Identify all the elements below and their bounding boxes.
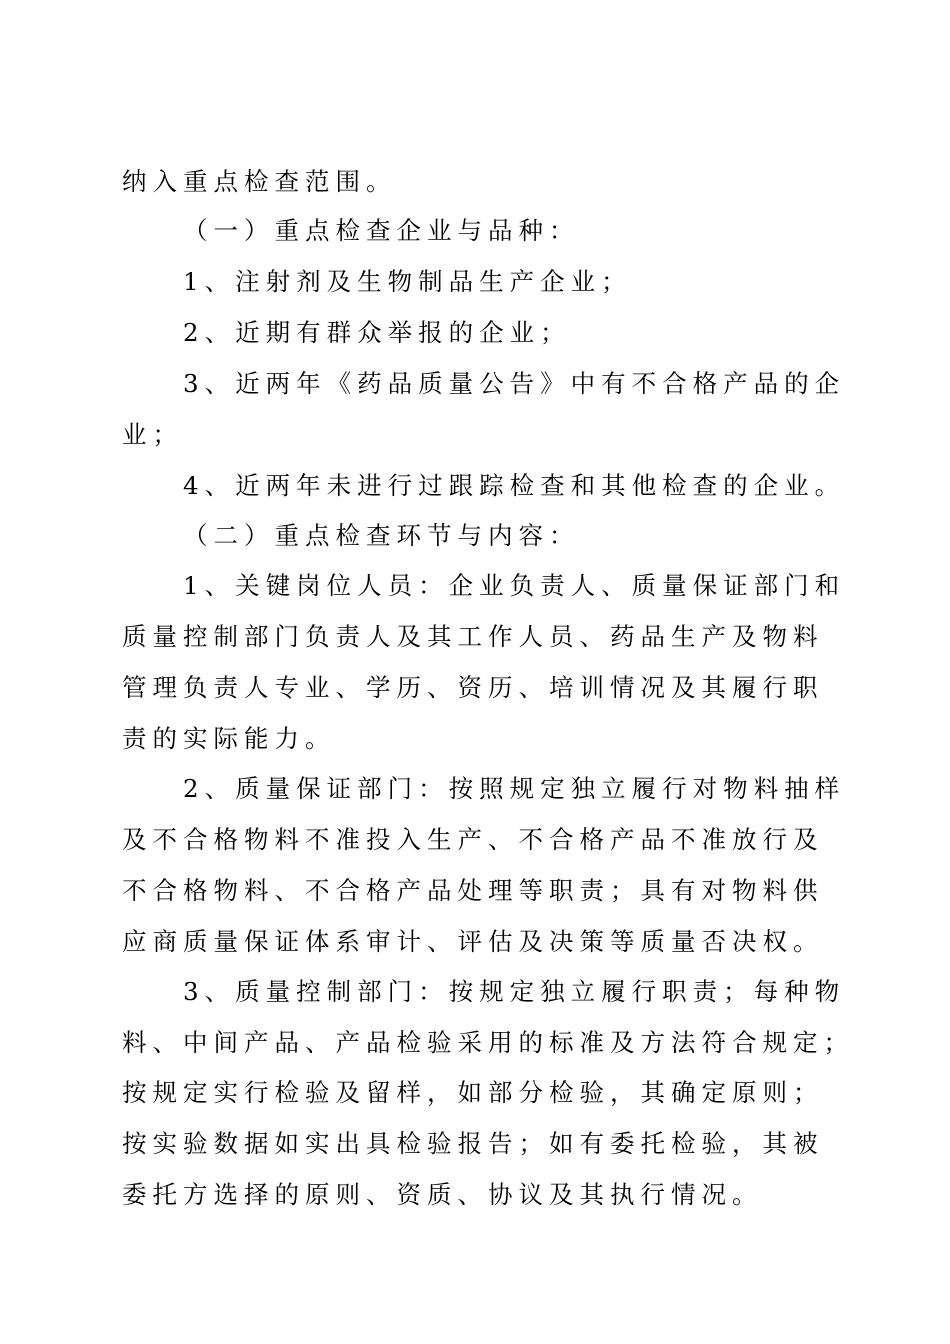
list-item: 3、质量控制部门：按规定独立履行职责；每种物 [183, 977, 846, 1006]
section-heading: （一）重点检查企业与品种： [183, 216, 580, 245]
text-line: 料、中间产品、产品检验采用的标准及方法符合规定； [122, 1028, 854, 1057]
text-line: 不合格物料、不合格产品处理等职责；具有对物料供 [122, 876, 824, 905]
text-line: 责的实际能力。 [122, 724, 336, 753]
text-line: 按规定实行检验及留样，如部分检验，其确定原则； [122, 1078, 824, 1107]
list-item: 2、近期有群众举报的企业； [183, 318, 571, 347]
text-line: 及不合格物料不准投入生产、不合格产品不准放行及 [122, 825, 824, 854]
list-item: 2、质量保证部门：按照规定独立履行对物料抽样 [183, 774, 846, 803]
list-item: 3、近两年《药品质量公告》中有不合格产品的企 [183, 369, 846, 398]
text-line: 管理负责人专业、学历、资历、培训情况及其履行职 [122, 673, 824, 702]
list-item: 4、近两年未进行过跟踪检查和其他检查的企业。 [183, 471, 846, 500]
text-line: 委托方选择的原则、资质、协议及其执行情况。 [122, 1180, 763, 1209]
text-line: 业； [122, 420, 183, 449]
list-item: 1、关键岗位人员：企业负责人、质量保证部门和 [183, 571, 846, 600]
list-item: 1、注射剂及生物制品生产企业； [183, 267, 632, 296]
text-line: 应商质量保证体系审计、评估及决策等质量否决权。 [122, 927, 824, 956]
text-line: 质量控制部门负责人及其工作人员、药品生产及物料 [122, 622, 824, 651]
section-heading: （二）重点检查环节与内容： [183, 521, 580, 550]
text-line: 按实验数据如实出具检验报告；如有委托检验，其被 [122, 1129, 824, 1158]
text-line: 纳入重点检查范围。 [122, 167, 397, 196]
